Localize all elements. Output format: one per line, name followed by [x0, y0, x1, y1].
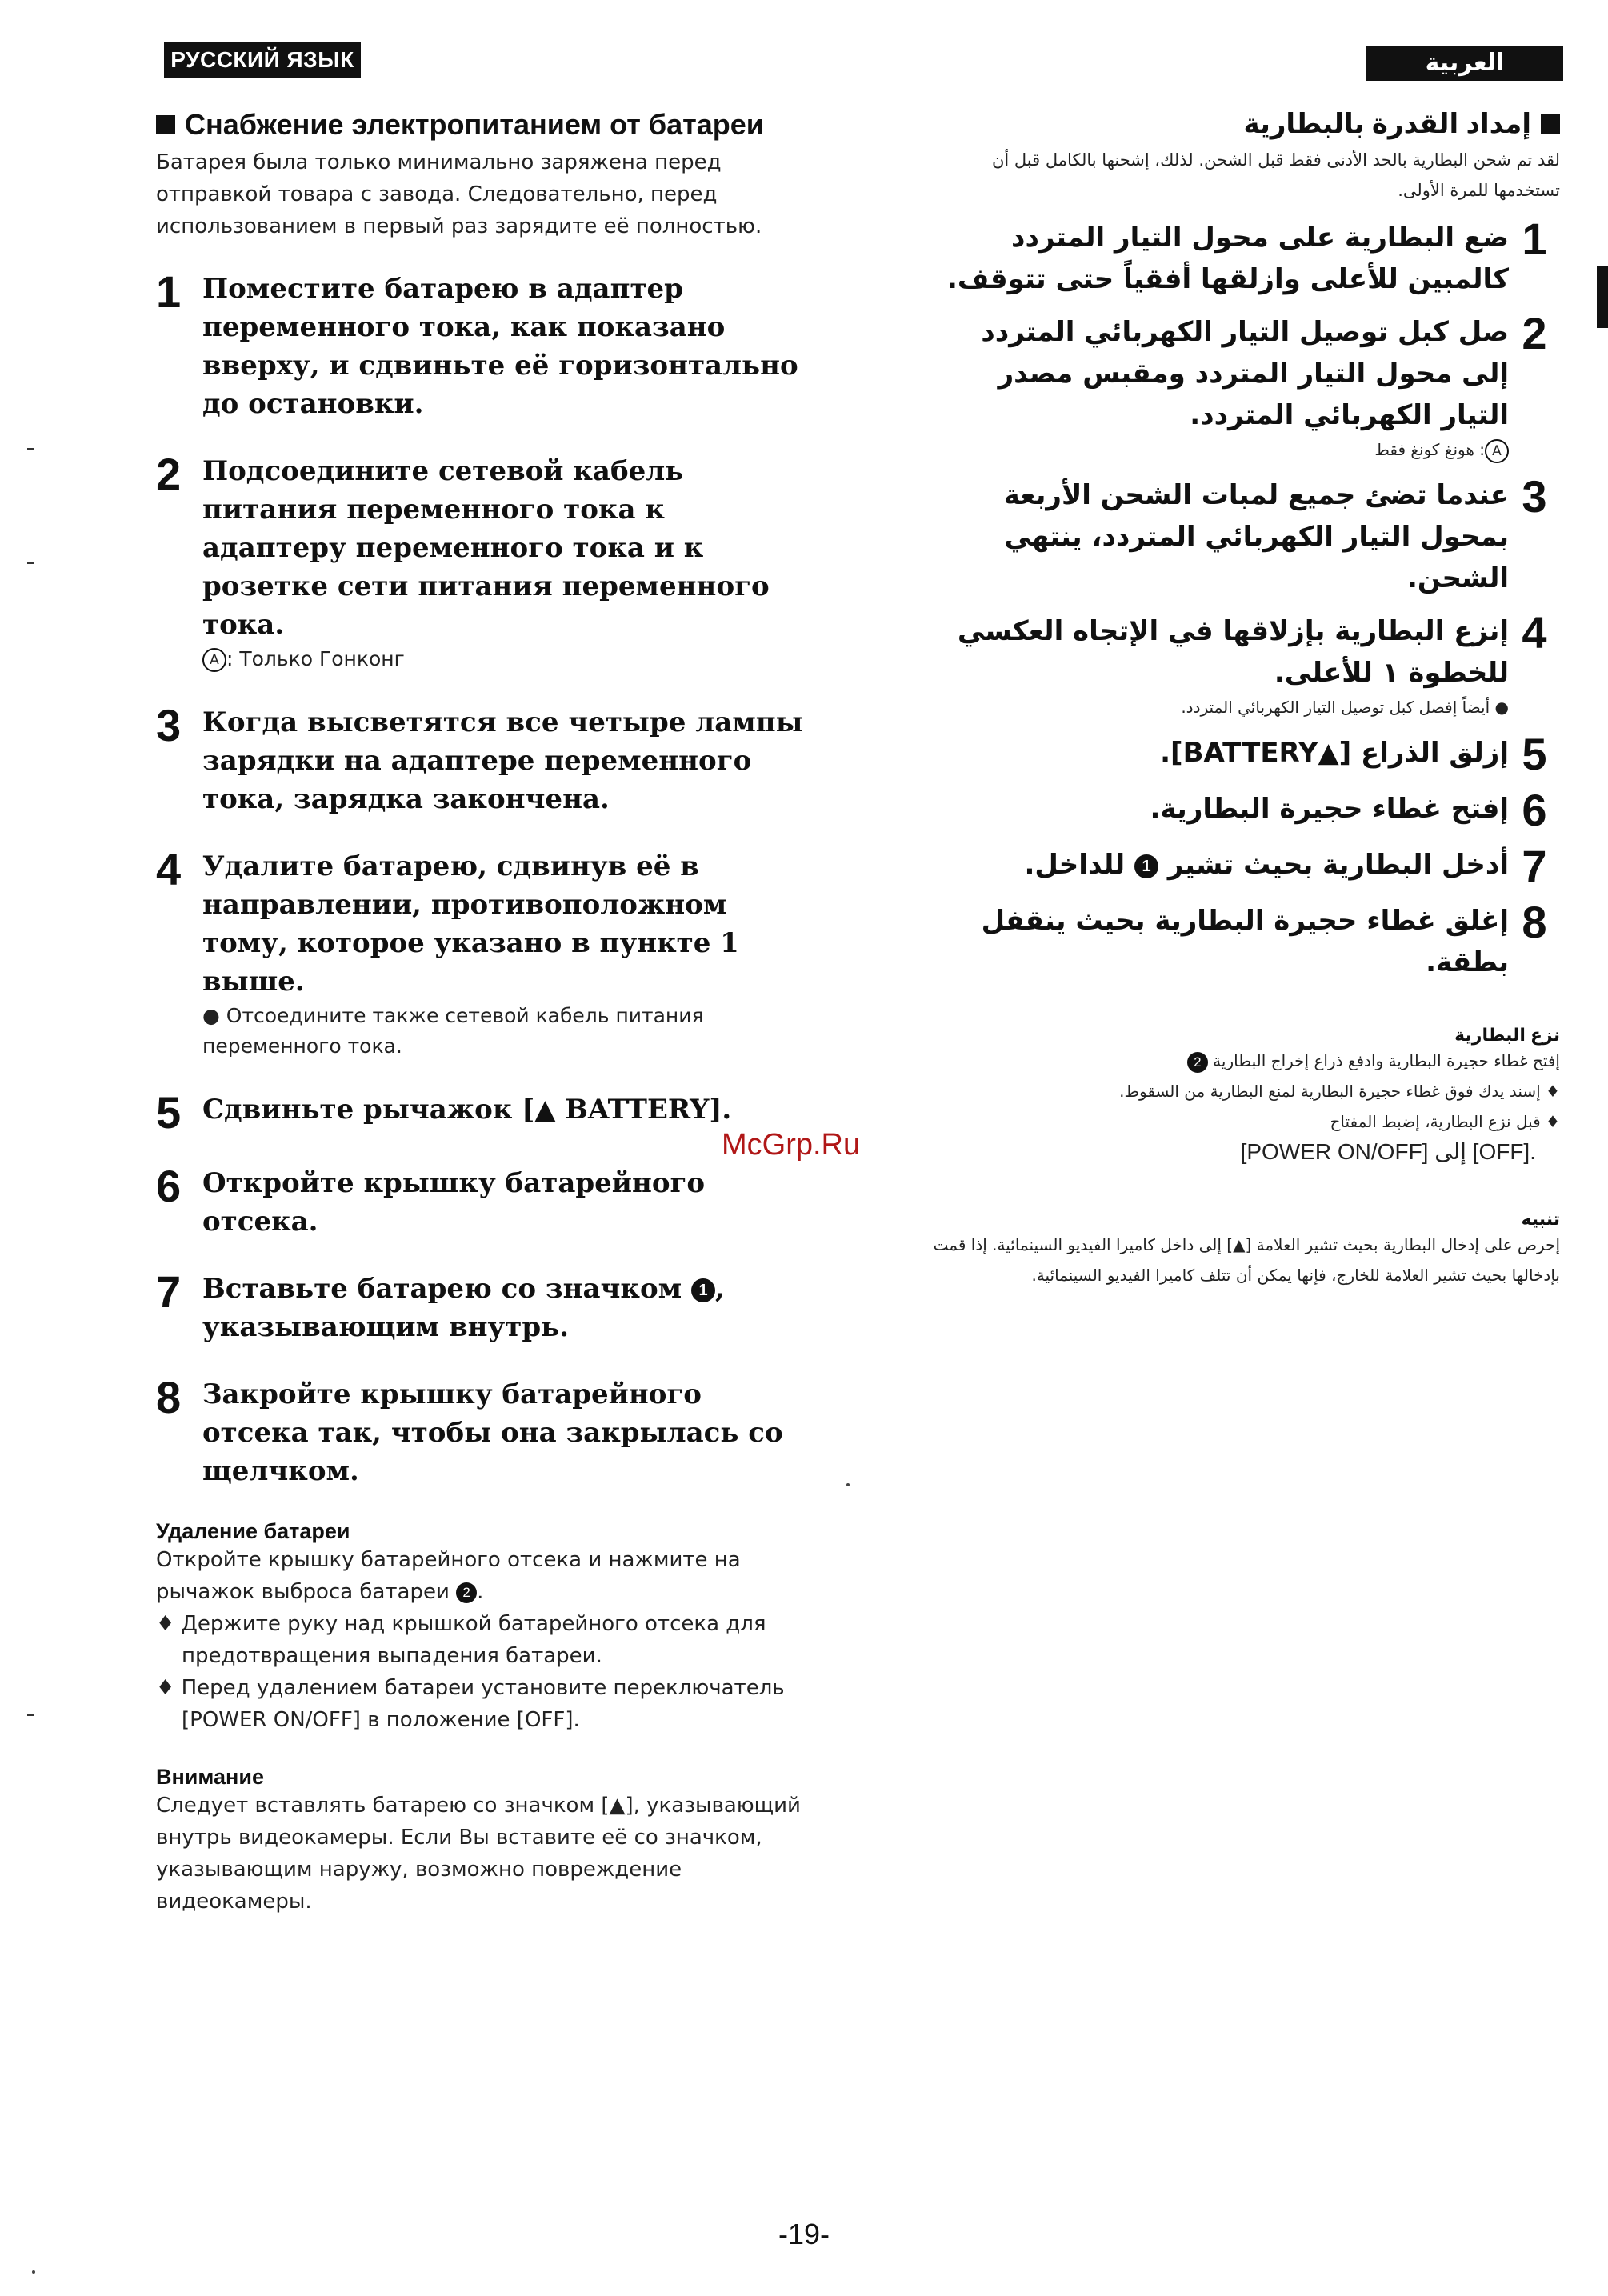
step-text: Поместите батарею в адаптер переменного тока, как показано вверху, и сдвиньте её горизонтально до остановки. [202, 273, 798, 420]
arabic-language-tab: العربية [1366, 46, 1563, 81]
step-text: إنزع البطارية بإزلاقها في الإتجاه العكسي للخطوة ١ للأعلى. [957, 615, 1509, 689]
ru-step-7 [156, 1266, 812, 1346]
square-bullet-icon [1541, 114, 1560, 134]
step-number: 3 [1522, 471, 1547, 522]
ar-removal-bullet: ♦ قبل نزع البطارية، إضبط المفتاح [928, 1106, 1560, 1137]
ar-step-8 [928, 897, 1560, 983]
step-note: A: هونغ كونغ فقط [928, 436, 1509, 463]
step-note: A : Только Гонконг [202, 644, 812, 674]
ru-step-5 [156, 1087, 812, 1138]
ru-step-1 [156, 266, 812, 423]
scan-dot [846, 1483, 850, 1486]
circled-a-icon: A [1485, 439, 1509, 463]
ar-switch-position: [POWER ON/OFF] إلى [OFF]. [1240, 1139, 1536, 1164]
step-text: Откройте крышку батарейного отсека. [202, 1167, 706, 1238]
step-text: إغلق غطاء حجيرة البطارية بحيث ينقفل بطقة. [981, 905, 1509, 978]
arabic-column [928, 108, 1560, 1290]
step-note: ● أيضاً إفصل كبل توصيل التيار الكهربائي المتردد. [928, 694, 1509, 721]
ar-section-title: إمداد القدرة بالبطارية [928, 108, 1560, 140]
ar-removal-body: إفتح غطاء حجيرة البطارية وادفع ذراع إخراج البطارية 2 [928, 1046, 1560, 1076]
step-number: 7 [156, 1266, 182, 1317]
ru-removal-heading: Удаление батареи [156, 1519, 350, 1543]
circled-a-icon: A [202, 648, 226, 672]
ar-caution-body: إحرص على إدخال البطارية بحيث تشير العلامة [▲] إلى داخل كاميرا الفيديو السينمائية. إذا قمت بإدخالها بحيث تشير العلامة للخارج، فإنها يمكن أن تتلف كاميرا الفيديو السينمائية. [933, 1235, 1560, 1285]
ar-step-6 [928, 785, 1560, 835]
step-text: Сдвиньте рычажок [▲ BATTERY]. [202, 1094, 732, 1126]
ar-step-3 [928, 471, 1560, 599]
step-number: 5 [156, 1087, 182, 1138]
ar-step-2 [928, 308, 1560, 463]
step-text: إزلق الذراع [▲BATTERY]. [1160, 737, 1509, 769]
step-text: Подсоедините сетевой кабель питания переменного тока к адаптеру переменного тока и к розетке сети питания переменного тока. [202, 455, 770, 641]
circled-1-icon: 1 [1134, 854, 1158, 878]
step-number: 1 [156, 266, 182, 317]
ru-step-4 [156, 844, 812, 1062]
circled-2-icon: 2 [1187, 1052, 1208, 1073]
ar-removal-bullet: ♦ إسند يدك فوق غطاء حجيرة البطارية لمنع البطارية من السقوط. [928, 1076, 1560, 1106]
ar-step-1 [928, 214, 1560, 300]
step-text: Закройте крышку батарейного отсека так, чтобы она закрылась со щелчком. [202, 1378, 783, 1487]
ru-removal-bullet: ♦ Держите руку над крышкой батарейного отсека для предотвращения выпадения батареи. [156, 1608, 812, 1672]
ru-step-6 [156, 1161, 812, 1241]
step-text: Удалите батарею, сдвинув её в направлении, противоположном тому, которое указано в пункте 1 выше. [202, 850, 739, 998]
step-number: 2 [1522, 308, 1547, 358]
ar-step-4 [928, 607, 1560, 721]
step-number: 5 [1522, 729, 1547, 779]
ru-intro: Батарея была только минимально заряжена перед отправкой товара с завода. Следовательно, перед использованием в первый раз зарядите её полностью. [156, 150, 762, 238]
step-text: إفتح غطاء حجيرة البطارية. [1150, 793, 1509, 825]
section-edge-marker [1597, 266, 1608, 328]
step-number: 6 [156, 1161, 182, 1211]
step-number: 6 [1522, 785, 1547, 835]
ru-step-8 [156, 1372, 812, 1490]
step-number: 1 [1522, 214, 1547, 264]
scan-dot [32, 2270, 35, 2274]
ru-step-2 [156, 449, 812, 674]
ru-removal-bullet: ♦ Перед удалением батареи установите переключатель [POWER ON/OFF] в положение [OFF]. [156, 1672, 812, 1736]
russian-language-tab: РУССКИЙ ЯЗЫК [164, 42, 361, 78]
margin-tick [27, 1714, 34, 1716]
step-text: ضع البطارية على محول التيار المتردد كالمبين للأعلى وازلقها أفقياً حتى تتوقف. [947, 222, 1509, 295]
step-number: 7 [1522, 841, 1547, 891]
ru-caution-body: Следует вставлять батарею со значком [▲], указывающий внутрь видеокамеры. Если Вы вставите её со значком, указывающим наружу, возможно повреждение видеокамеры. [156, 1794, 801, 1914]
ar-removal-heading: نزع البطارية [1454, 1025, 1560, 1045]
watermark: McGrp.Ru [722, 1128, 861, 1162]
step-note: ● Отсоедините также сетевой кабель питания переменного тока. [202, 1001, 812, 1062]
ar-intro: لقد تم شحن البطارية بالحد الأدنى فقط قبل الشحن. لذلك، إشحنها بالكامل قبل أن تستخدمها للمرة الأولى. [991, 150, 1560, 200]
russian-column [156, 108, 812, 1918]
ru-step-3 [156, 700, 812, 818]
ar-step-7 [928, 841, 1560, 891]
margin-tick [27, 562, 34, 564]
step-number: 8 [1522, 897, 1547, 947]
margin-tick [27, 448, 34, 450]
circled-2-icon: 2 [456, 1582, 477, 1603]
step-number: 4 [156, 844, 182, 894]
ar-step-5 [928, 729, 1560, 779]
step-text: Когда высветятся все четыре лампы зарядки на адаптере переменного тока, зарядка закончена. [202, 706, 803, 815]
ru-caution-heading: Внимание [156, 1765, 264, 1789]
ru-removal-body: Откройте крышку батарейного отсека и нажмите на рычажок выброса батареи 2 . [156, 1548, 741, 1604]
step-number: 8 [156, 1372, 182, 1422]
step-text: صل كبل توصيل التيار الكهربائي المتردد إلى محول التيار المتردد ومقبس مصدر التيار الكهربائي المتردد. [981, 316, 1509, 431]
page-number: -19- [778, 2218, 830, 2250]
step-text: أدخل البطارية بحيث تشير 1 للداخل. [1024, 849, 1509, 881]
square-bullet-icon [156, 115, 175, 134]
ru-section-title: Снабжение электропитанием от батареи [156, 108, 812, 142]
circled-1-icon: 1 [691, 1278, 715, 1302]
step-number: 4 [1522, 607, 1547, 658]
step-number: 3 [156, 700, 182, 750]
step-number: 2 [156, 449, 182, 499]
ar-caution-heading: تنبيه [1521, 1209, 1560, 1229]
step-text: Вставьте батарею со значком 1 , указывающим внутрь. [202, 1273, 725, 1343]
step-text: عندما تضئ جميع لمبات الشحن الأربعة بمحول التيار الكهربائي المتردد، ينتهي الشحن. [1003, 479, 1509, 594]
